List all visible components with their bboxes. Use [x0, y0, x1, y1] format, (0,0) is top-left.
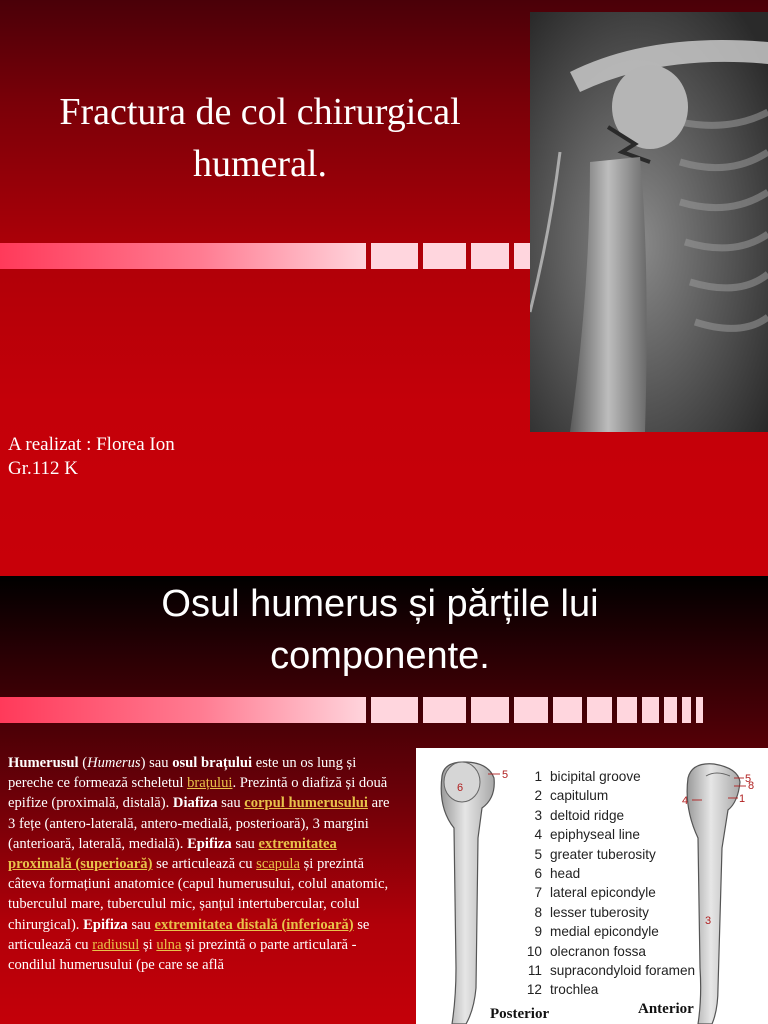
legend-label: capitulum: [550, 788, 609, 804]
link-radiusul[interactable]: radiusul: [92, 936, 140, 953]
legend-item: [518, 806, 695, 825]
text-run: sau: [217, 795, 245, 812]
legend-number: 9: [534, 924, 542, 940]
link-scapula[interactable]: scapula: [256, 856, 300, 873]
legend-label: lesser tuberosity: [550, 904, 649, 920]
text-run: sau: [231, 835, 259, 852]
callout-8: 8: [748, 780, 755, 792]
legend-number: 10: [526, 943, 542, 959]
legend-label: deltoid ridge: [550, 807, 625, 823]
legend-item: [518, 825, 695, 844]
slide-1-title-line-2: humeral.: [192, 143, 327, 185]
x-ray-image: [530, 12, 768, 432]
slide-1-title-line-1: Fractura de col chirurgical: [59, 91, 461, 133]
legend-number: 12: [526, 982, 542, 998]
callout-5: 5: [502, 769, 509, 781]
posterior-humerus: [441, 762, 494, 1024]
legend-number: 4: [534, 827, 542, 843]
band-square: [423, 243, 466, 269]
slide-2-title: [80, 576, 680, 682]
author-name: A realizat : Florea Ion: [8, 434, 175, 455]
legend-item: [518, 922, 695, 941]
humerus-description: [8, 753, 400, 975]
anterior-label: Anterior: [638, 1001, 694, 1017]
callout-5: 5: [745, 773, 752, 785]
term-humerusul: Humerusul: [8, 755, 79, 771]
band-square: [471, 697, 509, 723]
legend-number: 8: [534, 904, 542, 920]
legend-number: 11: [527, 963, 542, 979]
band-gradient: [0, 243, 366, 269]
legend-number: 7: [534, 885, 542, 901]
band-square: [514, 697, 548, 723]
legend-number: 1: [534, 769, 542, 784]
text-run: se articulează cu: [8, 916, 370, 953]
legend-label: bicipital groove: [550, 769, 641, 784]
band-square: [371, 243, 418, 269]
text-run: ) sau: [140, 755, 173, 771]
term-osul-bratului: osul brațului: [172, 755, 253, 771]
band-square: [471, 243, 509, 269]
legend-item: [518, 786, 695, 805]
anatomy-legend: [518, 767, 695, 1000]
legend-label: medial epicondyle: [550, 924, 659, 940]
slide-1-title: [10, 86, 510, 190]
decorative-band: [0, 243, 530, 269]
slide-2: [0, 576, 768, 1024]
legend-item: [518, 883, 695, 902]
band-square: [617, 697, 637, 723]
legend-item: [518, 903, 695, 922]
link-extremitatea-proximala[interactable]: extremitatea proximală (superioară): [8, 835, 337, 873]
link-extremitatea-distala[interactable]: extremitatea distală (inferioară): [154, 916, 354, 933]
band-square: [423, 697, 466, 723]
legend-item: [518, 942, 695, 961]
posterior-label: Posterior: [490, 1006, 550, 1022]
term-diafiza: Diafiza: [172, 795, 218, 812]
band-square: [514, 243, 530, 269]
callout-1: 1: [739, 793, 746, 805]
slide-2-title-line-2: componente.: [270, 635, 490, 677]
slide-2-title-line-1: Osul humerus și părțile lui: [161, 583, 599, 625]
band-square: [371, 697, 418, 723]
term-humerus-latin: Humerus: [87, 755, 141, 771]
band-gradient: [0, 697, 366, 723]
text-run: (: [78, 755, 88, 771]
author-group: Gr.112 K: [8, 458, 79, 479]
band-square: [682, 697, 691, 723]
legend-label: olecranon fossa: [550, 943, 646, 959]
band-square: [696, 697, 703, 723]
legend-label: greater tuberosity: [550, 846, 656, 862]
band-square: [664, 697, 677, 723]
band-square: [553, 697, 582, 723]
callout-4: 4: [682, 795, 689, 807]
band-square: [587, 697, 612, 723]
callout-3: 3: [705, 915, 712, 927]
link-ulna[interactable]: ulna: [156, 936, 182, 953]
decorative-band: [0, 697, 768, 723]
legend-item: [518, 845, 695, 864]
legend-label: trochlea: [550, 982, 599, 998]
text-run: și prezintă o parte articulară - condilul humerusului (pe care se află: [8, 936, 357, 974]
legend-label: supracondyloid foramen: [550, 963, 696, 979]
legend-item: [518, 864, 695, 883]
legend-item: [518, 980, 695, 999]
text-run: se articulează cu: [152, 856, 257, 873]
text-run: sau: [127, 916, 155, 933]
x-ray-shoulder-fracture: [530, 12, 768, 432]
legend-label: head: [550, 866, 581, 882]
band-square: [642, 697, 659, 723]
text-run: este un os lung și pereche ce formează scheletul: [8, 755, 357, 792]
link-corpul-humerusului[interactable]: corpul humerusului: [244, 795, 368, 812]
text-run: și: [139, 936, 157, 953]
legend-item: [518, 961, 695, 980]
text-run: . Prezintă o diafiză și două epifize (proximală, distală).: [8, 775, 388, 812]
legend-number: 5: [534, 846, 542, 862]
text-run: și prezintă câteva formațiuni anatomice (capul humerusului, colul anatomic, tuberculul mare, tuberculul mic, șanțul intertubercular, colul chirurgical).: [8, 856, 389, 933]
legend-item: [518, 767, 695, 786]
author-block: [8, 433, 175, 481]
text-run: are 3 fețe (antero-laterală, antero-medială, posterioară), 3 margini (anterioară, laterală, medială).: [8, 795, 390, 852]
term-epifiza: Epifiza: [187, 835, 232, 852]
callout-6: 6: [457, 782, 464, 794]
legend-number: 3: [534, 807, 542, 823]
legend-number: 2: [534, 788, 542, 804]
legend-number: 6: [534, 866, 542, 882]
term-epifiza: Epifiza: [83, 916, 128, 933]
humerus-anatomy-diagram: [416, 748, 768, 1024]
legend-label: lateral epicondyle: [550, 885, 656, 901]
link-bratului[interactable]: brațului: [187, 775, 233, 792]
legend-label: epiphyseal line: [550, 827, 640, 843]
